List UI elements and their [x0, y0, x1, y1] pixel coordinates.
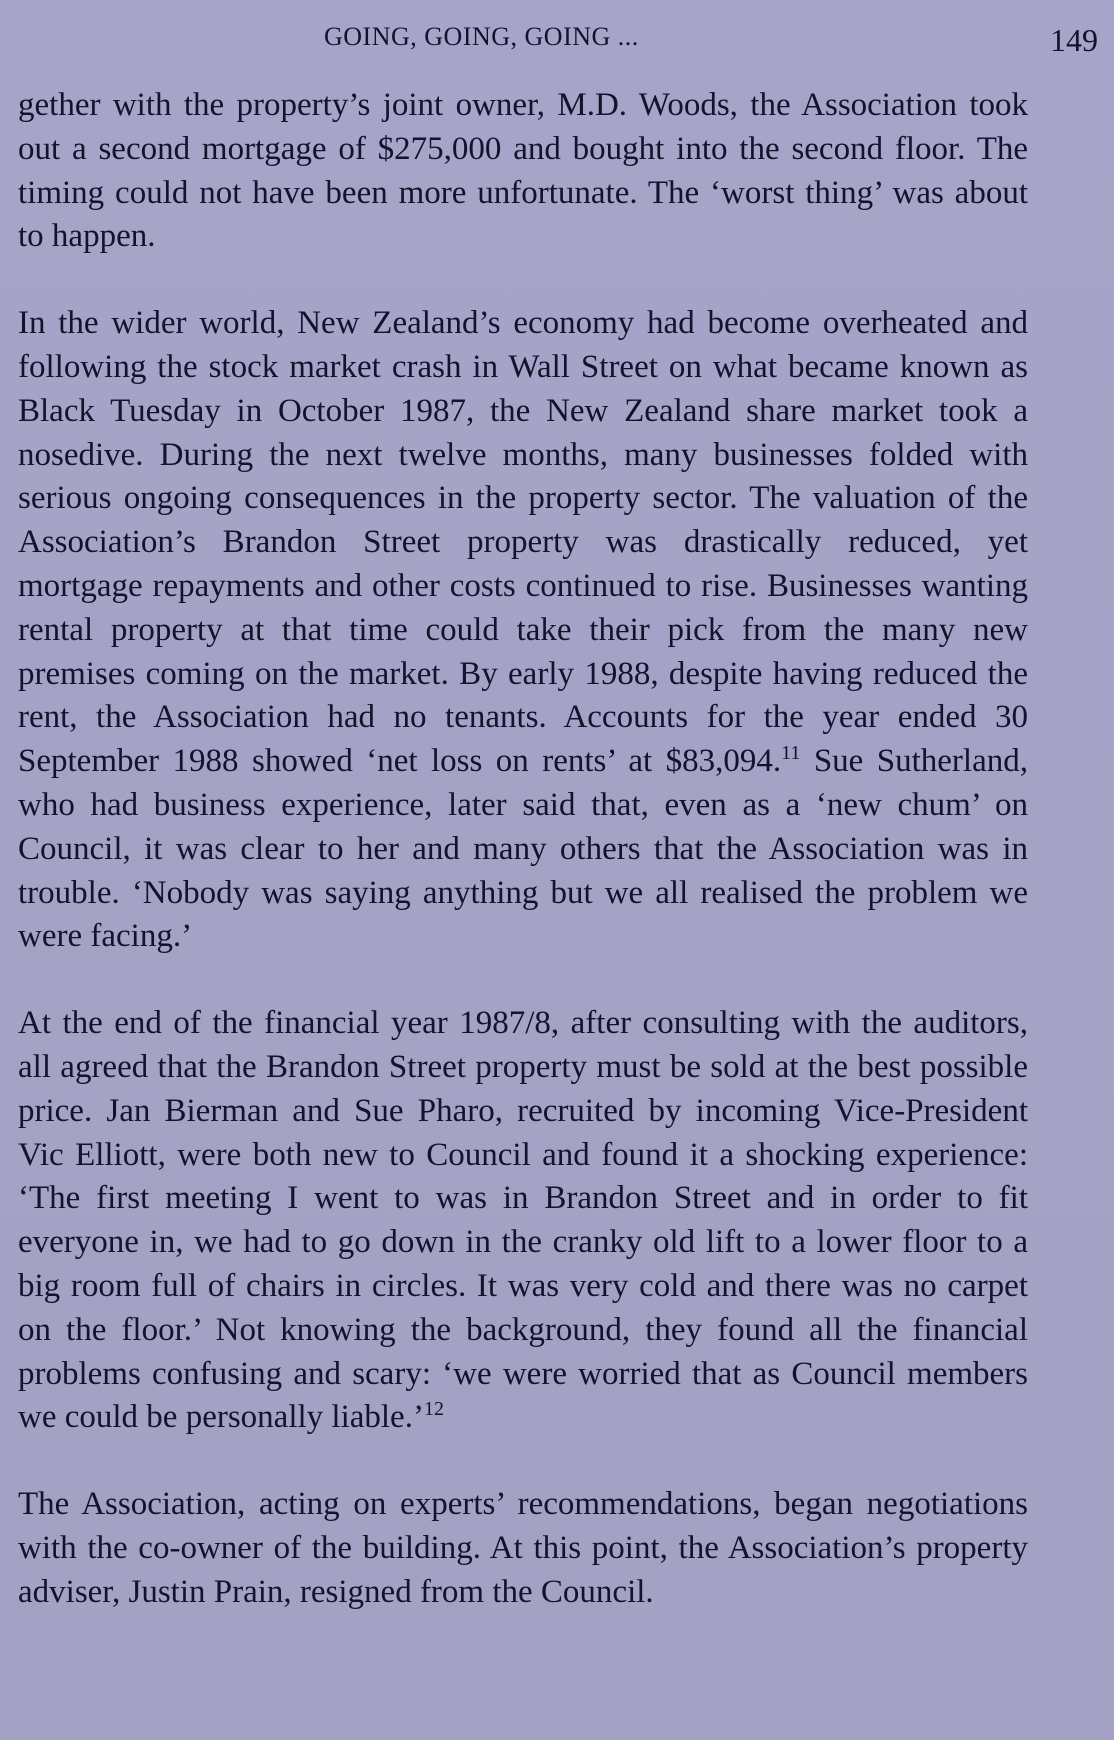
footnote-marker[interactable]: 11 — [781, 742, 801, 765]
paragraph-2 — [18, 302, 1028, 959]
paragraph-1 — [18, 84, 1028, 259]
page-number: 149 — [1050, 22, 1098, 58]
paragraph-text: Sue Sutherland, who had business experience, later said that, even as a ‘new chum’ on Council, it was clear to her and many others that the Association was in trouble. ‘Nobody was saying anything but we all realised the problem we were facing.’ — [18, 743, 1028, 955]
paragraph-text: In the wider world, New Zealand’s economy had become overheated and following the stock market crash in Wall Street on what became known as Black Tuesday in October 1987, the New Zealand share market took a nosedive. During the next twelve months, many businesses folded with serious ongoing consequences in the property sector. The valuation of the Association’s Brandon Street property was drastically reduced, yet mortgage repayments and other costs continued to rise. Businesses wanting rental property at that time could take their pick from the many new premises coming on the market. By early 1988, despite having reduced the rent, the Association had no tenants. Accounts for the year ended 30 September 1988 showed ‘net loss on rents’ at $83,094. — [18, 305, 1028, 780]
body-text — [18, 84, 1028, 1658]
page-header — [0, 16, 1114, 60]
running-head: GOING, GOING, GOING ... — [324, 22, 639, 51]
paragraph-4 — [18, 1483, 1028, 1614]
footnote-marker[interactable]: 12 — [423, 1398, 444, 1421]
paragraph-3 — [18, 1002, 1028, 1440]
paragraph-text: gether with the property’s joint owner, M.D. Woods, the Association took out a second mortgage of $275,000 and bought into the second floor. The timing could not have been more unfortunate. The ‘worst thing’ was about to happen. — [18, 87, 1028, 255]
paragraph-text: The Association, acting on experts’ recommendations, began negotiations with the co-owner of the building. At this point, the Association’s property adviser, Justin Prain, resigned from the Council. — [18, 1486, 1028, 1610]
paragraph-text: At the end of the financial year 1987/8, after consulting with the auditors, all agreed that the Brandon Street property must be sold at the best possible price. Jan Bierman and Sue Pharo, recruited by incoming Vice-President Vic Elliott, were both new to Council and found it a shocking experience: ‘The first meeting I went to was in Brandon Street and in order to fit everyone in, we had to go down in the cranky old lift to a lower floor to a big room full of chairs in circles. It was very cold and there was no carpet on the floor.’ Not knowing the background, they found all the financial problems confusing and scary: ‘we were worried that as Council members we could be personally liable.’ — [18, 1005, 1028, 1436]
